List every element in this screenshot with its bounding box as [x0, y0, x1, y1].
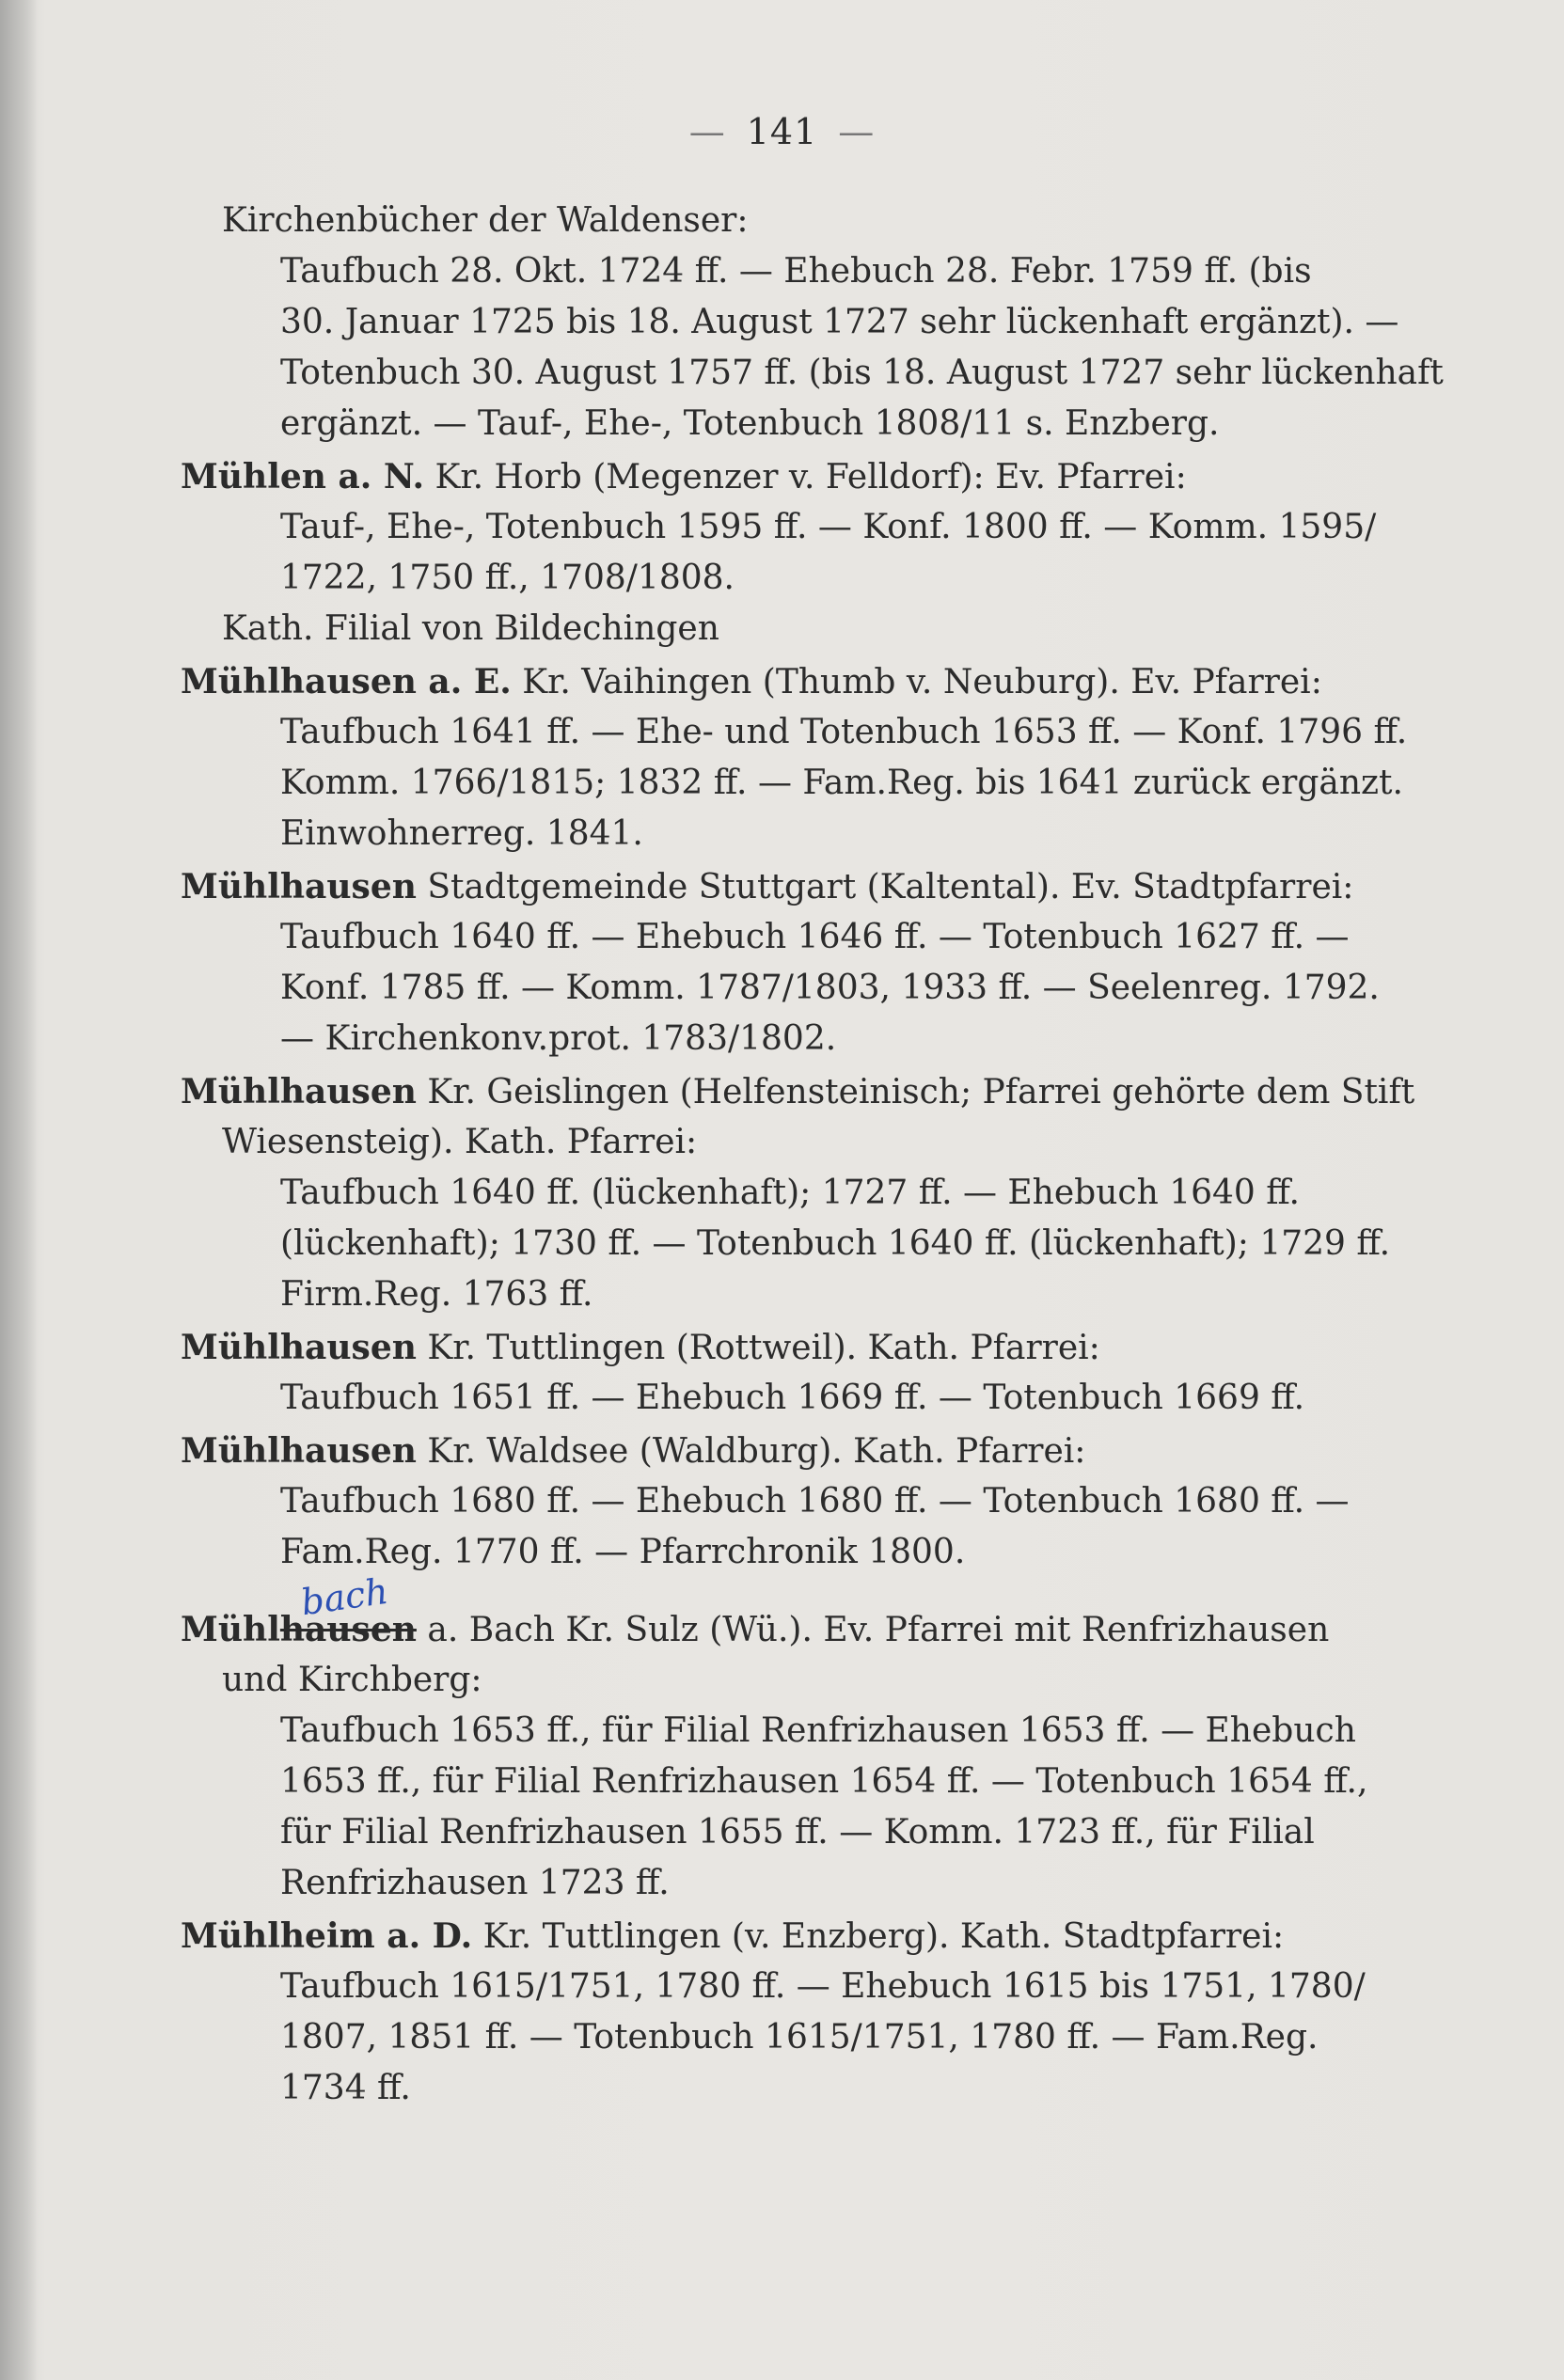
place-name: Mühlhausen a. E.: [181, 662, 512, 701]
entry-line: [280, 809, 643, 859]
line-text: Einwohnerreg. 1841.: [280, 814, 643, 853]
line-text: Tauf-, Ehe-, Totenbuch 1595 ff. — Konf. 1800 ff. — Komm. 1595/: [280, 508, 1377, 546]
entry-line: [280, 553, 735, 604]
entry-line: [280, 1706, 1356, 1757]
line-text: und Kirchberg:: [222, 1661, 482, 1699]
line-text: Taufbuch 1640 ff. (lückenhaft); 1727 ff. — Ehebuch 1640 ff.: [280, 1174, 1300, 1212]
entry-line: [280, 2063, 411, 2114]
entry-heading-line: [181, 1066, 1414, 1117]
entry-line: [280, 1269, 592, 1320]
line-text: Konf. 1785 ff. — Komm. 1787/1803, 1933 ff. — Seelenreg. 1792.: [280, 969, 1380, 1007]
entry-line: [222, 604, 719, 654]
entry-line: [280, 2012, 1318, 2063]
line-text: 1734 ff.: [280, 2069, 411, 2107]
line-text: für Filial Renfrizhausen 1655 ff. — Komm. 1723 ff., für Filial: [280, 1813, 1315, 1852]
handwritten-annotation: bach: [298, 1569, 391, 1624]
line-text: 1653 ff., für Filial Renfrizhausen 1654 ff. — Totenbuch 1654 ff.,: [280, 1762, 1368, 1801]
line-text: Totenbuch 30. August 1757 ff. (bis 18. August 1727 sehr lückenhaft: [280, 354, 1444, 392]
entry-line: [280, 912, 1349, 963]
line-text: Firm.Reg. 1763 ff.: [280, 1275, 593, 1314]
line-text: Kr. Horb (Megenzer v. Felldorf): Ev. Pfarrei:: [424, 458, 1187, 496]
entry-line: [280, 297, 1398, 348]
entry-line: [280, 246, 1312, 297]
line-text: Kr. Geislingen (Helfensteinisch; Pfarrei gehörte dem Stift: [416, 1073, 1415, 1111]
line-text: Taufbuch 28. Okt. 1724 ff. — Ehebuch 28. Febr. 1759 ff. (bis: [280, 252, 1312, 291]
entry-heading-line: [181, 861, 1353, 912]
entry-line: [280, 1858, 670, 1909]
entry-heading-line: [222, 196, 749, 246]
line-text: Taufbuch 1641 ff. — Ehe- und Totenbuch 1653 ff. — Konf. 1796 ff.: [280, 713, 1408, 751]
entry-line: [280, 348, 1444, 399]
entry-line: [280, 502, 1376, 553]
entry-line: [280, 1757, 1367, 1807]
entry-line: [280, 399, 1219, 449]
entry-line: [280, 963, 1380, 1014]
line-text: Taufbuch 1653 ff., für Filial Renfrizhausen 1653 ff. — Ehebuch: [280, 1711, 1356, 1750]
entry-heading-line: [181, 1911, 1284, 1962]
line-text: Kr. Vaihingen (Thumb v. Neuburg). Ev. Pfarrei:: [511, 663, 1322, 701]
entry-line: [280, 1014, 836, 1064]
line-text: Kr. Waldsee (Waldburg). Kath. Pfarrei:: [416, 1432, 1086, 1471]
entry-line: [280, 1219, 1390, 1269]
entry-heading-line: [181, 1322, 1100, 1373]
entry-line: [222, 1117, 697, 1168]
line-text: 1722, 1750 ff., 1708/1808.: [280, 559, 735, 597]
line-text: Fam.Reg. 1770 ff. — Pfarrchronik 1800.: [280, 1533, 966, 1571]
place-name: Mühlhausen: [181, 1072, 417, 1111]
entry-line: [280, 707, 1407, 758]
place-name: Mühlhausen: [181, 1328, 417, 1367]
entry-line: [280, 1476, 1349, 1527]
line-text: Kr. Tuttlingen (v. Enzberg). Kath. Stadtpfarrei:: [472, 1917, 1285, 1956]
line-text: ergänzt. — Tauf-, Ehe-, Totenbuch 1808/11 s. Enzberg.: [280, 404, 1220, 443]
line-text: Kath. Filial von Bildechingen: [222, 609, 719, 648]
entry-line: [280, 1373, 1304, 1424]
line-text: — Kirchenkonv.prot. 1783/1802.: [280, 1019, 837, 1058]
struck-out-text: hausen: [279, 1610, 417, 1649]
book-gutter: [0, 0, 38, 2380]
entry-line: [280, 758, 1403, 809]
page-number-value: 141: [746, 111, 818, 152]
entry-line: [280, 1168, 1300, 1219]
line-text: Kr. Tuttlingen (Rottweil). Kath. Pfarrei:: [416, 1329, 1100, 1367]
line-text: (lückenhaft); 1730 ff. — Totenbuch 1640 ff. (lückenhaft); 1729 ff.: [280, 1224, 1391, 1263]
line-text: Kirchenbücher der Waldenser:: [222, 201, 749, 240]
entry-line: [222, 1655, 482, 1706]
entry-line: [280, 1962, 1366, 2012]
place-name: Mühlhausen: [181, 867, 417, 906]
line-text: a. Bach Kr. Sulz (Wü.). Ev. Pfarrei mit Renfrizhausen: [416, 1611, 1330, 1649]
place-name: Mühlhausen: [181, 1431, 417, 1471]
line-text: Taufbuch 1680 ff. — Ehebuch 1680 ff. — Totenbuch 1680 ff. —: [280, 1482, 1350, 1521]
line-text: Wiesensteig). Kath. Pfarrei:: [222, 1123, 698, 1161]
place-name: Mühl: [181, 1610, 280, 1649]
entry-heading-line: [181, 451, 1187, 502]
line-text: Taufbuch 1640 ff. — Ehebuch 1646 ff. — Totenbuch 1627 ff. —: [280, 918, 1350, 956]
place-name: Mühlheim a. D.: [181, 1916, 473, 1956]
entry-heading-line: [181, 656, 1322, 707]
entry-heading-line: [181, 1426, 1085, 1476]
line-text: Taufbuch 1615/1751, 1780 ff. — Ehebuch 1615 bis 1751, 1780/: [280, 1967, 1366, 2006]
page-number: — 141 —: [688, 111, 876, 152]
line-text: Renfrizhausen 1723 ff.: [280, 1864, 670, 1902]
line-text: 1807, 1851 ff. — Totenbuch 1615/1751, 1780 ff. — Fam.Reg.: [280, 2018, 1319, 2057]
line-text: Komm. 1766/1815; 1832 ff. — Fam.Reg. bis 1641 zurück ergänzt.: [280, 764, 1403, 802]
line-text: 30. Januar 1725 bis 18. August 1727 sehr lückenhaft ergänzt). —: [280, 303, 1399, 341]
line-text: Taufbuch 1651 ff. — Ehebuch 1669 ff. — Totenbuch 1669 ff.: [280, 1379, 1305, 1417]
place-name: Mühlen a. N.: [181, 457, 425, 496]
line-text: Stadtgemeinde Stuttgart (Kaltental). Ev. Stadtpfarrei:: [416, 868, 1354, 906]
entry-line: [280, 1807, 1315, 1858]
